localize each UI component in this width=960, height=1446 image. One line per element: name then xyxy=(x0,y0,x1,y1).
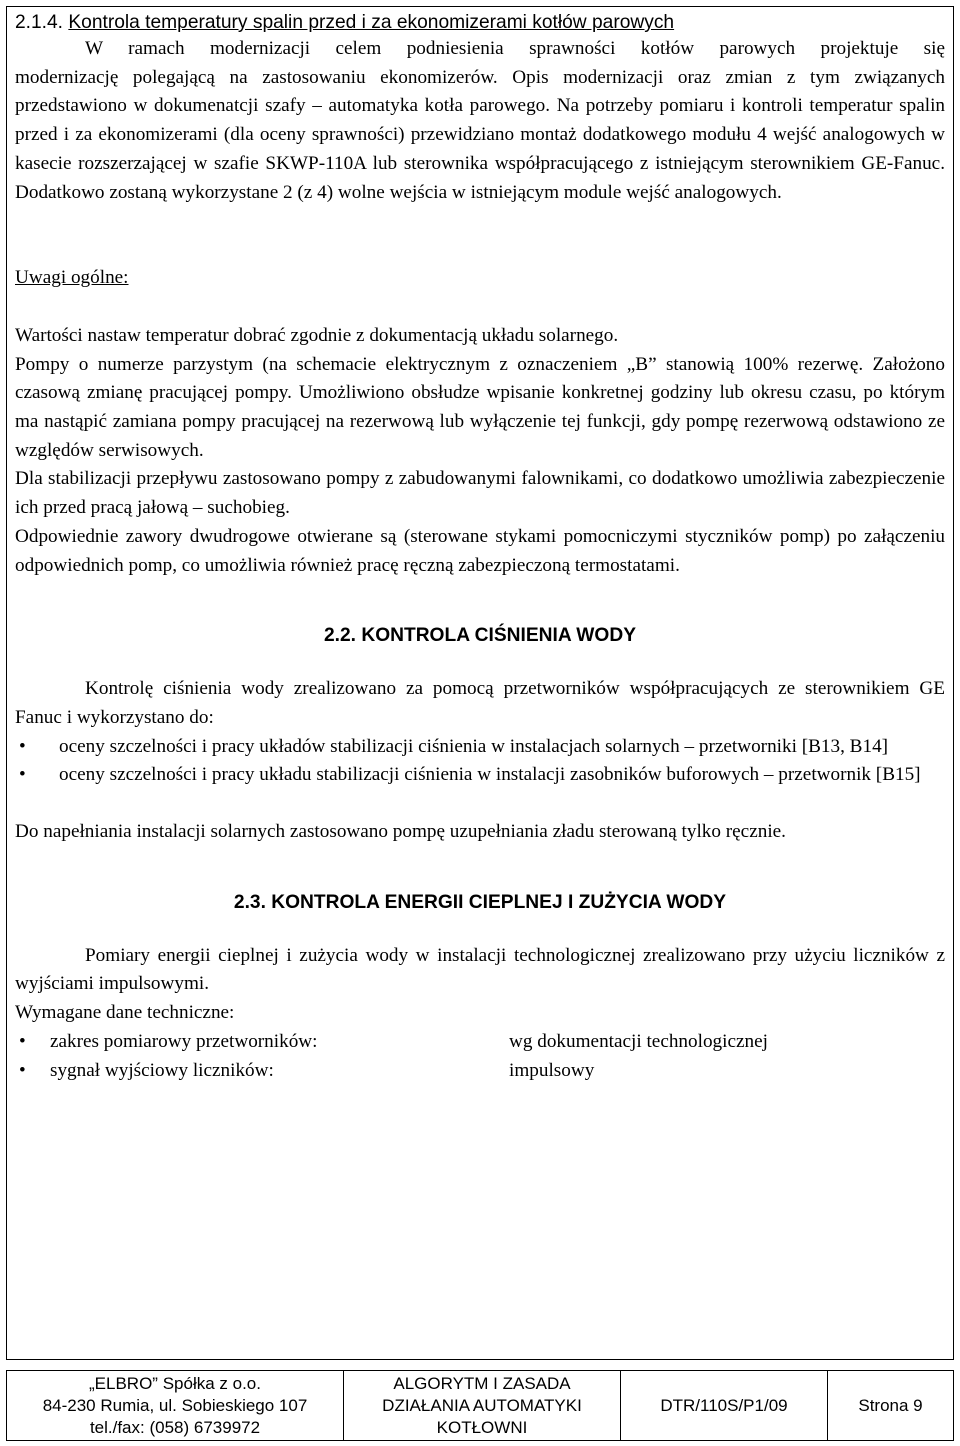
section-2-2-closing: Do napełniania instalacji solarnych zastosowano pompę uzupełniania zładu sterowaną tylko ręcznie. xyxy=(15,821,786,843)
spec-value: wg dokumentacji technologicznej xyxy=(509,1030,768,1052)
company-address: 84-230 Rumia, ul. Sobieskiego 107 xyxy=(42,1395,308,1415)
section-2-2-intro: Kontrolę ciśnienia wody zrealizowano za pomocą przetworników współpracujących ze sterownikiem GE Fanuc i wykorzystano do: xyxy=(15,678,945,728)
general-notes-heading: Uwagi ogólne: xyxy=(15,267,129,289)
notes-para-4: Odpowiednie zawory dwudrogowe otwierane są (sterowane stykami pomocniczymi styczników pomp) po załączeniu odpowiednich pomp, co umożliwia również pracę ręczną zabezpieczoną termostatami. xyxy=(15,525,945,576)
bullet-icon: • xyxy=(19,764,26,786)
notes-para-1: Wartości nastaw temperatur dobrać zgodnie z dokumentacją układu solarnego. xyxy=(15,324,619,346)
spec-row xyxy=(15,1057,945,1086)
footer-company xyxy=(7,1371,344,1441)
spec-label: zakres pomiarowy przetworników: xyxy=(50,1030,318,1052)
section-number: 2.1.4. xyxy=(15,12,64,33)
list-item: • oceny szczelności i pracy układów stabilizacji ciśnienia w instalacjach solarnych – przetworniki [B13, B14] xyxy=(15,733,945,762)
para-intro-first-line: W ramach modernizacji celem podniesienia sprawności kotłów parowych projektuje się xyxy=(85,38,945,59)
page-frame xyxy=(6,6,954,1360)
footer-doc-title: ALGORYTM I ZASADA DZIAŁANIA AUTOMATYKI KOTŁOWNI xyxy=(344,1371,621,1441)
section-title: Kontrola temperatury spalin przed i za ekonomizerami kotłów parowych xyxy=(68,12,675,33)
spec-label: sygnał wyjściowy liczników: xyxy=(50,1059,274,1081)
section-2-3-heading: 2.3. KONTROLA ENERGII CIEPLNEJ I ZUŻYCIA WODY xyxy=(233,891,727,913)
footer-doc-code: DTR/110S/P1/09 xyxy=(621,1371,828,1441)
requirements-label: Wymagane dane techniczne: xyxy=(15,1002,235,1024)
section-2-3-intro: Pomiary energii cieplnej i zużycia wody w instalacji technologicznej zrealizowano przy użyciu liczników z wyjściami impulsowymi. xyxy=(15,944,945,995)
section-2-2-heading: 2.2. KONTROLA CIŚNIENIA WODY xyxy=(324,625,636,647)
bullet-icon: • xyxy=(19,1030,26,1052)
company-phone: tel./fax: (058) 6739972 xyxy=(89,1417,261,1437)
spec-value: impulsowy xyxy=(509,1059,595,1081)
bullet-icon: • xyxy=(19,735,26,757)
footer-table xyxy=(6,1370,954,1441)
footer-page-number: Strona 9 xyxy=(828,1371,954,1441)
list-item: • oceny szczelności i pracy układu stabilizacji ciśnienia w instalacji zasobników buforowych – przetwornik [B15] xyxy=(15,761,945,790)
bullet-icon: • xyxy=(19,1059,26,1081)
notes-para-3: Dla stabilizacji przepływu zastosowano pompy z zabudowanymi falownikami, co dodatkowo umożliwia zabezpieczenie ich przed pracą jałową – suchobieg. xyxy=(15,468,945,519)
para-intro-rest: modernizację polegającą na zastosowaniu ekonomizerów. Opis modernizacji oraz zmian z tym związanych przedstawiono w dokumenatcji szafy – automatyka kotła parowego. Na potrzeby pomiaru i kontroli temperatur spalin przed i za ekonomizerami (dla oceny sprawności) przewidziano montaż dodatkowego modułu 4 wejść analogowych w kasecie rozszerzającej w szafie SKWP-110A lub sterownika współpracującego z istniejącym sterownikiem GE-Fanuc. Dodatkowo zostaną wykorzystane 2 (z 4) wolne wejścia w istniejącym module wejść analogowych. xyxy=(15,66,945,203)
company-name: „ELBRO” Spółka z o.o. xyxy=(89,1373,261,1393)
section-2-1-4-title xyxy=(15,11,945,35)
pressure-bullet-list xyxy=(15,733,945,790)
notes-para-2: Pompy o numerze parzystym (na schemacie elektrycznym z oznaczeniem „B” stanowią 100% rezerwę. Założono czasową zmianę pracującej pompy. Umożliwiono obsłudze wpisanie konkretnej godziny lub okresu czasu, po którym ma nastąpić zamiana pompy pracującej na rezerwową lub wyłączenie tej funkcji, gdy pompę rezerwową odstawiono ze względów serwisowych. xyxy=(15,353,945,461)
spec-row xyxy=(15,1028,945,1057)
document-body xyxy=(15,12,945,1085)
